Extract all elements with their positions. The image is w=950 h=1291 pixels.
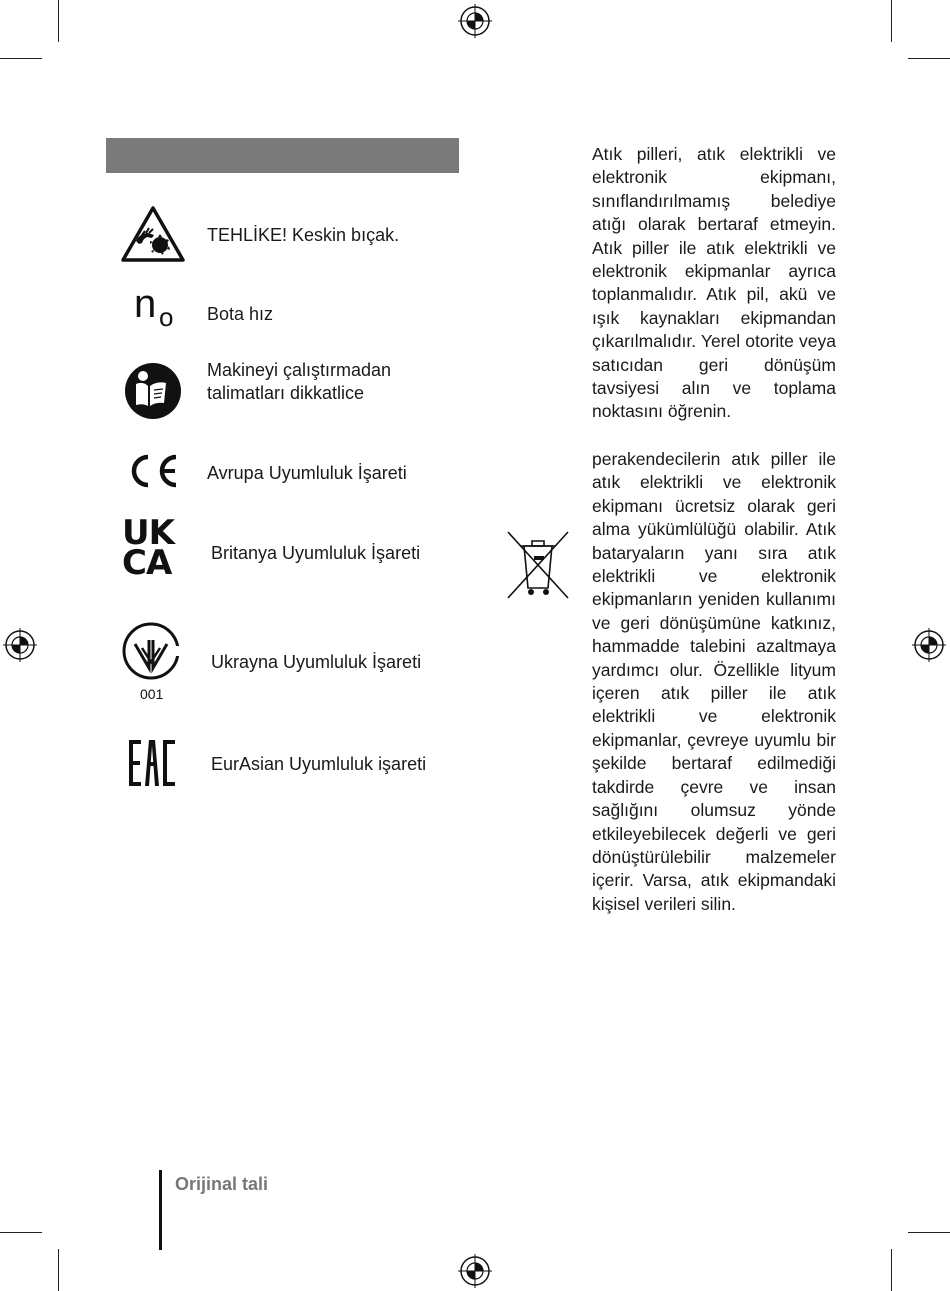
crop-mark — [58, 0, 59, 42]
symbol-row-sharp-blade — [119, 204, 187, 264]
footer-text: Orijinal tali — [175, 1174, 269, 1194]
crop-mark — [891, 0, 892, 42]
footer-rule — [159, 1170, 162, 1250]
ukraine-mark-code: 001 — [140, 686, 164, 702]
ukca-mark-icon: UK CA — [122, 513, 174, 583]
crop-mark — [908, 1232, 950, 1233]
crop-mark — [58, 1249, 59, 1291]
crop-mark — [891, 1249, 892, 1291]
symbol-label: Britanya Uyumluluk İşareti — [211, 543, 421, 563]
section-header-bar — [106, 138, 459, 173]
disposal-text-continued — [592, 448, 836, 916]
registration-mark-icon — [3, 628, 37, 662]
registration-mark-icon — [458, 4, 492, 38]
crop-mark — [0, 58, 42, 59]
symbol-row-read-manual — [124, 362, 182, 420]
symbol-label: Makineyi çalıştırmadan talimatları dikkatlice — [207, 360, 392, 403]
ukraine-mark-icon — [121, 620, 181, 682]
sharp-blade-warning-icon — [120, 205, 186, 263]
no-load-speed-icon: n o — [134, 282, 174, 332]
symbol-label: TEHLİKE! Keskin bıçak. — [207, 225, 400, 245]
crossed-out-bin-icon — [506, 530, 570, 600]
registration-mark-icon — [458, 1254, 492, 1288]
disposal-paragraph-1: Atık pilleri, atık elektrikli ve elektronik ekipmanı, sınıflandırılmamış belediye atığı olarak bertaraf etmeyin. Atık piller ile atık elektrikli ve elektronik ekipmanlar ayrıca toplanmalıdır. Atık pil, akü ve ışık kaynakları ekipmandan çıkarılmalıdır. Yerel otorite veya satıcıdan geri dönüşüm tavsiyesi alın ve toplama noktasını öğrenin. — [592, 144, 836, 422]
disposal-text — [592, 143, 836, 424]
symbol-label: Avrupa Uyumluluk İşareti — [207, 463, 407, 483]
read-manual-icon — [124, 362, 182, 420]
ce-mark-icon — [126, 452, 182, 490]
symbol-label: Bota hız — [207, 304, 274, 324]
eac-mark-icon — [127, 738, 179, 788]
registration-mark-icon — [912, 628, 946, 662]
crop-mark — [908, 58, 950, 59]
disposal-paragraph-2: perakendecilerin atık piller ile atık elektrikli ve elektronik ekipmanı ücretsiz olarak geri alma yükümlülüğü olabilir. Atık bataryaların yanı sıra atık elektrikli ve elektronik ekipmanların yeniden kullanımı ve geri dönüşümüne katkınız, hammadde talebini azaltmaya yardımcı olur. Özellikle lityum içeren atık piller ile atık elektrikli ve elektronik ekipmanlar, çevreye uyumlu bir şekilde bertaraf edilmediği takdirde çevre ve insan sağlığını olumsuz yönde etkileyebilecek değerli ve geri dönüştürülebilir malzemeler içerir. Varsa, atık ekipmandaki kişisel verileri silin. — [592, 449, 836, 914]
symbol-label: EurAsian Uyumluluk işareti — [211, 754, 427, 774]
crop-mark — [0, 1232, 42, 1233]
symbol-label: Ukrayna Uyumluluk İşareti — [211, 652, 422, 672]
